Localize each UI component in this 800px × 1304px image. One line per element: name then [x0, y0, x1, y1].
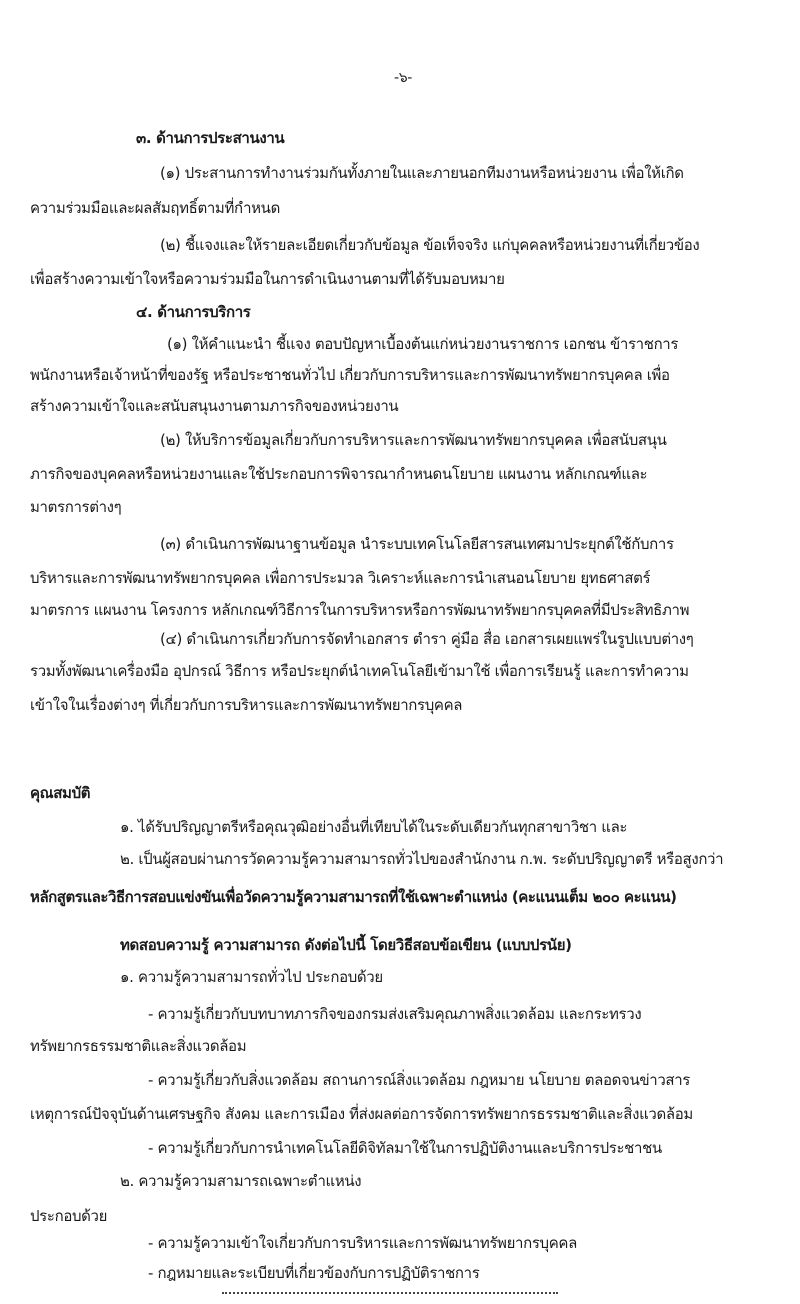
exam-line: - ความรู้เกี่ยวกับสิ่งแวดล้อม สถานการณ์สิ่งแวดล้อม กฎหมาย นโยบาย ตลอดจนข่าวสาร — [148, 1071, 690, 1089]
exam-line: ๑. ความรู้ความสามารถทั่วไป ประกอบด้วย — [120, 968, 383, 986]
dotted-divider — [222, 1292, 558, 1294]
paragraph-line: ภารกิจของบุคคลหรือหน่วยงานและใช้ประกอบการพิจารณากำหนดนโยบาย แผนงาน หลักเกณฑ์และ — [30, 465, 648, 483]
paragraph-line: สร้างความเข้าใจและสนับสนุนงานตามภารกิจของหน่วยงาน — [30, 397, 399, 415]
paragraph-line: (๑) ประสานการทำงานร่วมกันทั้งภายในและภายนอกทีมงานหรือหน่วยงาน เพื่อให้เกิด — [160, 164, 684, 182]
exam-subheading: ทดสอบความรู้ ความสามารถ ดังต่อไปนี้ โดยวิธีสอบข้อเขียน (แบบปรนัย) — [120, 936, 572, 954]
paragraph-line: เข้าใจในเรื่องต่างๆ ที่เกี่ยวกับการบริหารและการพัฒนาทรัพยากรบุคคล — [30, 696, 463, 714]
exam-line: - ความรู้เกี่ยวกับการนำเทคโนโลยีดิจิทัลมาใช้ในการปฏิบัติงานและบริการประชาชน — [148, 1139, 662, 1157]
exam-line: ทรัพยากรธรรมชาติและสิ่งแวดล้อม — [30, 1037, 247, 1055]
exam-line: ประกอบด้วย — [30, 1207, 108, 1225]
section-service-heading: ๔. ด้านการบริการ — [136, 303, 251, 321]
paragraph-line: มาตรการต่างๆ — [30, 498, 122, 516]
qualification-item: ๑. ได้รับปริญญาตรีหรือคุณวุฒิอย่างอื่นที่เทียบได้ในระดับเดียวกันทุกสาขาวิชา และ — [120, 818, 628, 836]
exam-line: เหตุการณ์ปัจจุบันด้านเศรษฐกิจ สังคม และการเมือง ที่ส่งผลต่อการจัดการทรัพยากรธรรมชาติและสิ่งแวดล้อม — [30, 1105, 693, 1123]
exam-line: - ความรู้ความเข้าใจเกี่ยวกับการบริหารและการพัฒนาทรัพยากรบุคคล — [148, 1234, 577, 1252]
qualifications-heading: คุณสมบัติ — [30, 784, 91, 802]
paragraph-line: (๔) ดำเนินการเกี่ยวกับการจัดทำเอกสาร ตำรา คู่มือ สื่อ เอกสารเผยแพร่ในรูปแบบต่างๆ — [160, 630, 694, 648]
paragraph-line: มาตรการ แผนงาน โครงการ หลักเกณฑ์วิธีการในการบริหารหรือการพัฒนาทรัพยากรบุคคลที่มีประสิทธิภาพ — [30, 601, 690, 619]
paragraph-line: พนักงานหรือเจ้าหน้าที่ของรัฐ หรือประชาชนทั่วไป เกี่ยวกับการบริหารและการพัฒนาทรัพยากรบุคคล เพื่อ — [30, 366, 670, 384]
paragraph-line: รวมทั้งพัฒนาเครื่องมือ อุปกรณ์ วิธีการ หรือประยุกต์นำเทคโนโลยีเข้ามาใช้ เพื่อการเรียนรู้ และการทำความ — [30, 662, 689, 680]
paragraph-line: ความร่วมมือและผลสัมฤทธิ์ตามที่กำหนด — [30, 199, 280, 217]
paragraph-line: (๒) ชี้แจงและให้รายละเอียดเกี่ยวกับข้อมูล ข้อเท็จจริง แก่บุคคลหรือหน่วยงานที่เกี่ยวข้อง — [160, 236, 700, 254]
exam-line: - กฎหมายและระเบียบที่เกี่ยวข้องกับการปฏิบัติราชการ — [148, 1264, 480, 1282]
exam-line: - ความรู้เกี่ยวกับบทบาทภารกิจของกรมส่งเสริมคุณภาพสิ่งแวดล้อม และกระทรวง — [148, 1005, 642, 1023]
qualification-item: ๒. เป็นผู้สอบผ่านการวัดความรู้ความสามารถทั่วไปของสำนักงาน ก.พ. ระดับปริญญาตรี หรือสูงกว่า — [120, 850, 724, 868]
page-number: -๖- — [394, 70, 412, 86]
paragraph-line: (๒) ให้บริการข้อมูลเกี่ยวกับการบริหารและการพัฒนาทรัพยากรบุคคล เพื่อสนับสนุน — [160, 431, 667, 449]
paragraph-line: บริหารและการพัฒนาทรัพยากรบุคคล เพื่อการประมวล วิเคราะห์และการนำเสนอนโยบาย ยุทธศาสตร์ — [30, 569, 651, 587]
paragraph-line: (๓) ดำเนินการพัฒนาฐานข้อมูล นำระบบเทคโนโลยีสารสนเทศมาประยุกต์ใช้กับการ — [160, 535, 674, 553]
exam-heading: หลักสูตรและวิธีการสอบแข่งขันเพื่อวัดความรู้ความสามารถที่ใช้เฉพาะตำแหน่ง (คะแนนเต็ม ๒๐๐ คะแนน) — [30, 888, 677, 906]
paragraph-line: (๑) ให้คำแนะนำ ชี้แจง ตอบปัญหาเบื้องต้นแก่หน่วยงานราชการ เอกชน ข้าราชการ — [167, 335, 679, 353]
paragraph-line: เพื่อสร้างความเข้าใจหรือความร่วมมือในการดำเนินงานตามที่ได้รับมอบหมาย — [30, 270, 505, 288]
section-coordination-heading: ๓. ด้านการประสานงาน — [136, 129, 285, 147]
exam-line: ๒. ความรู้ความสามารถเฉพาะตำแหน่ง — [120, 1172, 362, 1190]
